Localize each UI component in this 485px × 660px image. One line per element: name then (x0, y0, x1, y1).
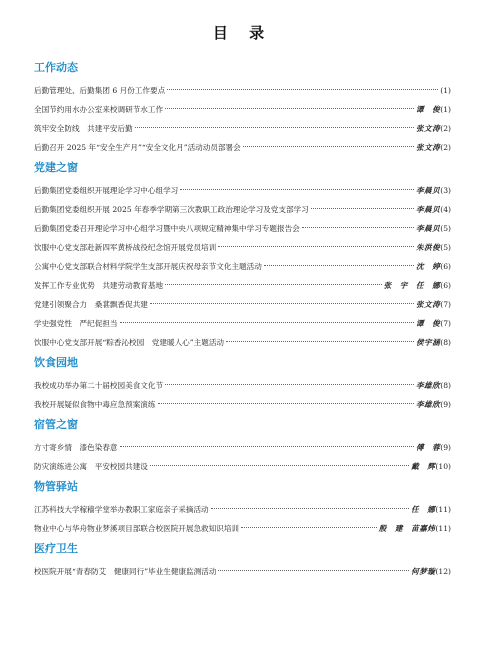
entry-title: 后勤集团党委组织开展 2025 年春季学期第三次教职工政治理论学习及党支部学习 (34, 205, 309, 214)
entry-title: 饮服中心党支部开展“粽香沁校园 党建暖人心”主题活动 (34, 338, 225, 347)
toc-section (34, 542, 451, 581)
dot-leader (180, 178, 414, 190)
dot-leader (264, 254, 414, 266)
entry-title: 校医院开展“青春防艾 健康同行”毕业生健康监测活动 (34, 567, 217, 576)
dot-leader (226, 330, 414, 342)
entry-title: 全国节约用水办公室来校调研节水工作 (34, 105, 164, 114)
entry-author: 李晨贝 (415, 186, 441, 195)
toc-section (34, 61, 451, 157)
section-heading: 党建之窗 (34, 161, 78, 174)
entry-page-number: (7) (440, 319, 451, 328)
section-heading: 物管驿站 (34, 480, 78, 493)
entry-title: 我校成功举办第二十届校园美食文化节 (34, 381, 164, 390)
dot-leader (218, 559, 409, 571)
entry-page-number: (1) (440, 86, 451, 95)
entry-title: 方寸寄乡情 漆色染春意 (34, 443, 118, 452)
toc-section (34, 480, 451, 538)
entry-title: 发挥工作专业优势 共建劳动教育基地 (34, 281, 164, 290)
dot-leader (158, 392, 414, 404)
dot-leader (165, 273, 381, 285)
dot-leader (302, 216, 414, 228)
entry-title: 后勤管理处、后勤集团 6 月份工作要点 (34, 86, 166, 95)
entry-page-number: (11) (435, 505, 451, 514)
toc-entry[interactable] (34, 333, 451, 352)
entry-page-number: (3) (440, 186, 451, 195)
toc-entry[interactable] (34, 138, 451, 157)
entry-page-number: (2) (440, 143, 451, 152)
entry-page-number: (9) (440, 443, 451, 452)
entry-page-number: (8) (440, 381, 451, 390)
entry-page-number: (5) (440, 243, 451, 252)
toc-list (34, 61, 451, 581)
entry-page-number: (5) (440, 224, 451, 233)
dot-leader (241, 516, 377, 528)
entry-page-number: (12) (435, 567, 451, 576)
page-title: 目 录 (212, 24, 273, 42)
entry-page-number: (2) (440, 124, 451, 133)
dot-leader (150, 454, 409, 466)
dot-leader (311, 197, 414, 209)
entry-page-number: (4) (440, 205, 451, 214)
entry-author: 谭 俊 (415, 105, 441, 114)
entry-author: 张 宇 任 娜 (383, 281, 441, 290)
section-heading: 饮食园地 (34, 356, 78, 369)
dot-leader (150, 292, 414, 304)
entry-author: 李晨贝 (415, 224, 441, 233)
toc-entry[interactable] (34, 457, 451, 476)
entry-author: 殷 建 苗嘉炜 (378, 524, 436, 533)
dot-leader (120, 311, 414, 323)
entry-title: 江苏科技大学稼穑学堂举办教职工家庭亲子采摘活动 (34, 505, 209, 514)
entry-page-number: (1) (440, 105, 451, 114)
entry-author: 戴 辉 (411, 462, 436, 471)
entry-title: 我校开展疑似食物中毒应急预案演练 (34, 400, 156, 409)
dot-leader (165, 373, 414, 385)
entry-author: 李晨贝 (415, 205, 441, 214)
entry-title: 防灾演练进公寓 平安校园共建设 (34, 462, 148, 471)
entry-title: 物业中心与华舟物业梦溪项目部联合校医院开展急救知识培训 (34, 524, 240, 533)
dot-leader (135, 116, 414, 128)
entry-title: 饮服中心党支部赴新四军黄桥战役纪念馆开展党员培训 (34, 243, 217, 252)
toc-entry[interactable] (34, 519, 451, 538)
entry-author: 朱洪俊 (415, 243, 441, 252)
toc-section (34, 418, 451, 476)
entry-author: 李雄欣 (415, 400, 441, 409)
dot-leader (218, 235, 414, 247)
dot-leader (120, 435, 414, 447)
toc-section (34, 161, 451, 352)
entry-page-number: (9) (440, 400, 451, 409)
toc-entry[interactable] (34, 395, 451, 414)
entry-author: 李雄欣 (415, 381, 441, 390)
toc-entry[interactable] (34, 562, 451, 581)
dot-leader (211, 497, 409, 509)
entry-page-number: (6) (440, 262, 451, 271)
entry-title: 党建引领聚合力 桑葚飘香促共建 (34, 300, 148, 309)
entry-author: 张文涛 (415, 124, 441, 133)
dot-leader (167, 78, 438, 90)
entry-page-number: (8) (440, 338, 451, 347)
dot-leader (243, 135, 414, 147)
entry-page-number: (7) (440, 300, 451, 309)
entry-title: 后勤集团党委召开理论学习中心组学习暨中央八项规定精神集中学习专题报告会 (34, 224, 300, 233)
toc-section (34, 356, 451, 414)
entry-author: 张文涛 (415, 300, 441, 309)
section-heading: 医疗卫生 (34, 542, 78, 555)
section-heading: 工作动态 (34, 61, 78, 74)
entry-author: 傅 蓉 (415, 443, 441, 452)
entry-author: 谭 俊 (415, 319, 441, 328)
entry-author: 侯宇涵 (415, 338, 441, 347)
entry-title: 公寓中心党支部联合材料学院学生支部开展庆祝母亲节文化主题活动 (34, 262, 262, 271)
entry-page-number: (11) (435, 524, 451, 533)
entry-author: 何梦璇 (411, 567, 436, 576)
entry-page-number: (6) (440, 281, 451, 290)
entry-title: 后勤召开 2025 年“安全生产月”“安全文化月”活动动员部署会 (34, 143, 241, 152)
entry-author: 任 娜 (411, 505, 436, 514)
entry-page-number: (10) (435, 462, 451, 471)
entry-author: 张文涛 (415, 143, 441, 152)
section-heading: 宿管之窗 (34, 418, 78, 431)
entry-title: 筑牢安全防线 共建平安后勤 (34, 124, 133, 133)
dot-leader (165, 97, 414, 109)
entry-author: 沈 婷 (415, 262, 441, 271)
entry-title: 学史强党性 严纪促担当 (34, 319, 118, 328)
entry-title: 后勤集团党委组织开展理论学习中心组学习 (34, 186, 179, 195)
